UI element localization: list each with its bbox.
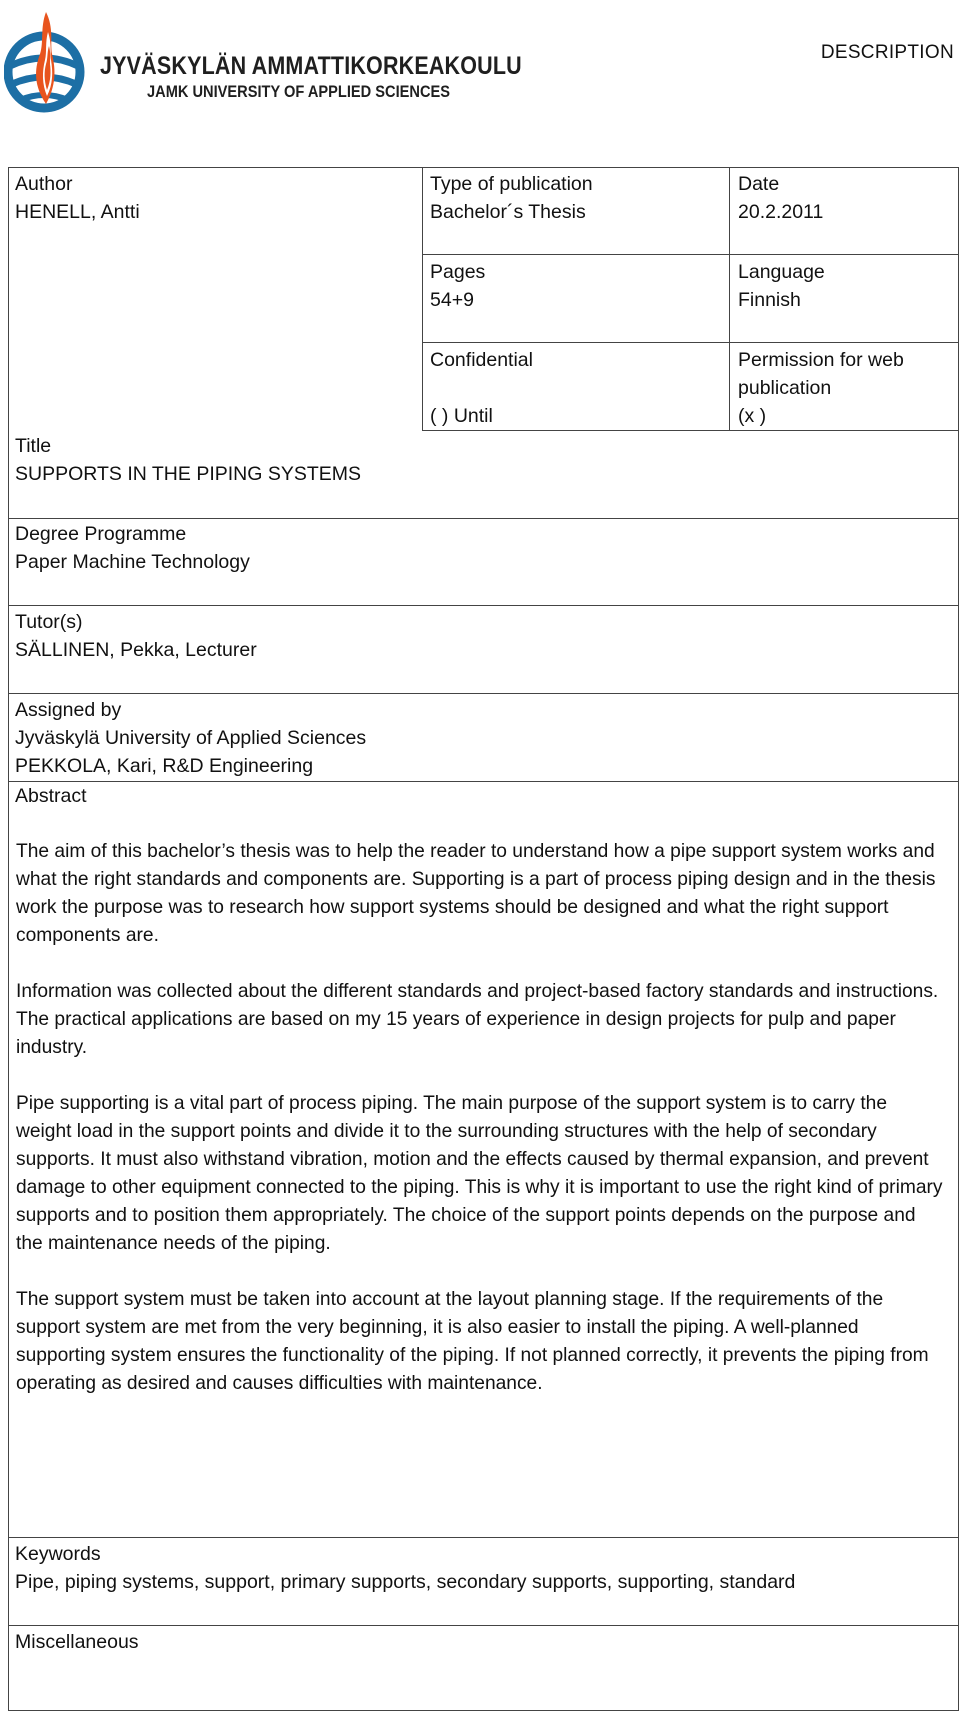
abstract-paragraph: Information was collected about the different standards and project-based factory standards and instructions. The practical applications are based on my 15 years of experience in design projects for pulp and paper industry. bbox=[16, 981, 939, 1058]
divider bbox=[422, 168, 423, 430]
divider bbox=[9, 1537, 959, 1538]
web-permission-value: (x ) bbox=[738, 405, 767, 427]
divider bbox=[422, 430, 959, 431]
divider bbox=[9, 605, 959, 606]
logo-text-english: JAMK UNIVERSITY OF APPLIED SCIENCES bbox=[147, 82, 451, 101]
abstract-paragraph: The aim of this bachelor’s thesis was to help the reader to understand how a pipe support system works and what the right standards and components are. Supporting is a part of process piping design and in the thesis work the purpose was to research how support systems should be designed and what the right support components are. bbox=[16, 841, 936, 946]
divider bbox=[422, 342, 959, 343]
pages-value: 54+9 bbox=[430, 289, 474, 311]
language-label: Language bbox=[738, 261, 825, 283]
author-value: HENELL, Antti bbox=[15, 201, 140, 223]
assigned-person: PEKKOLA, Kari, R&D Engineering bbox=[15, 755, 314, 777]
date-label: Date bbox=[738, 173, 780, 195]
document-header bbox=[0, 0, 960, 140]
web-permission-label: Permission for web publication bbox=[738, 349, 904, 399]
document-type: DESCRIPTION bbox=[820, 42, 954, 63]
pages-label: Pages bbox=[430, 261, 486, 283]
abstract-paragraph: Pipe supporting is a vital part of process piping. The main purpose of the support system is to carry the weight load in the support points and divide it to the surrounding structures with the help of secondary supports. It must also withstand vibration, motion and the effects caused by thermal expansion, and prevent damage to other equipment connected to the piping. This is why it is important to use the right kind of primary supports and to position them appropriately. The choice of the support points depends on the purpose and the maintenance needs of the piping. bbox=[16, 1093, 943, 1254]
confidential-label: Confidential bbox=[430, 349, 533, 371]
tutor-value: SÄLLINEN, Pekka, Lecturer bbox=[15, 639, 257, 661]
keywords-label: Keywords bbox=[15, 1543, 101, 1565]
abstract-label: Abstract bbox=[15, 785, 87, 807]
jamk-flame-globe-icon bbox=[4, 6, 86, 116]
logo-text-finnish: JYVÄSKYLÄN AMMATTIKORKEAKOULU bbox=[100, 52, 522, 80]
divider bbox=[9, 693, 959, 694]
divider bbox=[9, 1625, 959, 1626]
divider bbox=[9, 518, 959, 519]
description-form bbox=[8, 167, 959, 1711]
language-value: Finnish bbox=[738, 289, 801, 311]
divider bbox=[9, 781, 959, 782]
publication-type-value: Bachelor´s Thesis bbox=[430, 201, 586, 223]
degree-label: Degree Programme bbox=[15, 523, 187, 545]
title-label: Title bbox=[15, 435, 52, 457]
keywords-value: Pipe, piping systems, support, primary supports, secondary supports, supporting, standard bbox=[15, 1571, 796, 1593]
title-value: SUPPORTS IN THE PIPING SYSTEMS bbox=[15, 463, 362, 485]
date-value: 20.2.2011 bbox=[738, 201, 824, 223]
divider bbox=[729, 168, 730, 430]
confidential-value: ( ) Until bbox=[430, 405, 493, 427]
divider bbox=[422, 254, 959, 255]
abstract-paragraph: The support system must be taken into account at the layout planning stage. If the requirements of the support system are met from the very beginning, it is also easier to install the piping. A well-planned supporting system ensures the functionality of the piping. If not planned correctly, it prevents the piping from operating as desired and causes difficulties with maintenance. bbox=[16, 1289, 929, 1394]
assigned-organization: Jyväskylä University of Applied Sciences bbox=[15, 727, 367, 749]
tutor-label: Tutor(s) bbox=[15, 611, 83, 633]
miscellaneous-label: Miscellaneous bbox=[15, 1631, 139, 1653]
publication-type-label: Type of publication bbox=[430, 173, 593, 195]
assigned-label: Assigned by bbox=[15, 699, 122, 721]
degree-value: Paper Machine Technology bbox=[15, 551, 250, 573]
jamk-logo bbox=[4, 6, 524, 116]
author-label: Author bbox=[15, 173, 73, 195]
